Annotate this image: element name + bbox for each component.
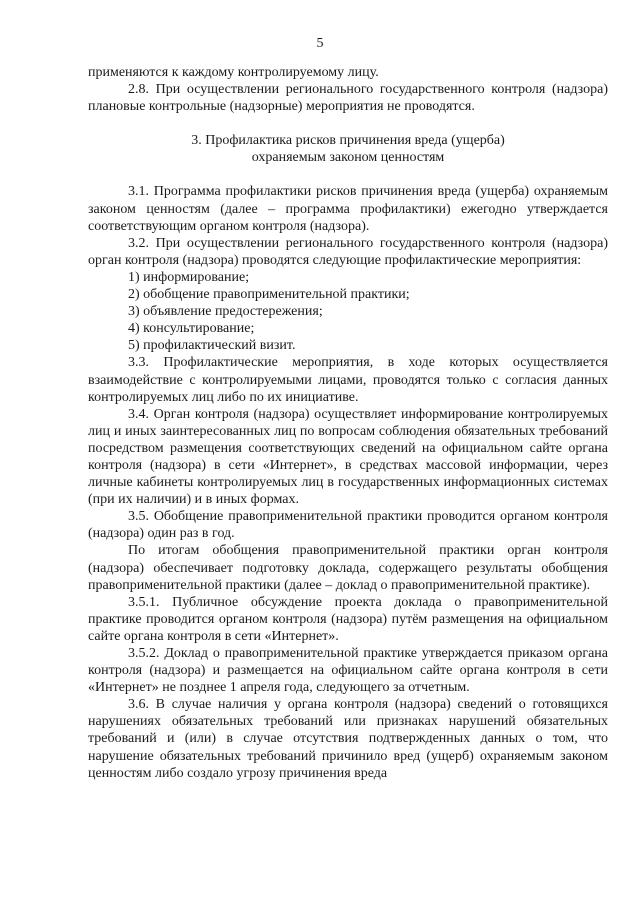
- paragraph-2-8: 2.8. При осуществлении регионального государственного контроля (надзора) плановые контрольные (надзорные) мероприятия не проводятся.: [88, 82, 608, 115]
- page-number: 5: [316, 36, 324, 51]
- paragraph-3-5-1: 3.5.1. Публичное обсуждение проекта доклада о правоприменительной практике проводится органом контроля (надзора) путём размещения на официальном сайте органа контроля в сети «Интернет».: [88, 594, 608, 644]
- paragraph-3-3: 3.3. Профилактические мероприятия, в ходе которых осуществляется взаимодействие с контролируемыми лицами, проводятся только с согласия данных контролируемых лиц либо по их инициативе.: [88, 355, 608, 405]
- paragraph-continuation: применяются к каждому контролируемому лицу.: [88, 65, 379, 80]
- list-item: 2) обобщение правоприменительной практики;: [128, 287, 410, 303]
- section-heading-line-1: 3. Профилактика рисков причинения вреда (ущерба): [191, 133, 505, 149]
- list-item: 4) консультирование;: [128, 321, 255, 337]
- paragraph-3-1: 3.1. Программа профилактики рисков причинения вреда (ущерба) охраняемым законом ценностям (далее – программа профилактики) ежегодно утверждается соответствующим органом контроля (надзора).: [88, 184, 608, 234]
- section-heading: [88, 132, 608, 166]
- paragraph-3-6: 3.6. В случае наличия у органа контроля (надзора) сведений о готовящихся нарушениях обязательных требований или признаках нарушений обязательных требований и (или) в случае отсутствия подтвержденных данных о том, что нарушение обязательных требований причинило вред (ущерб) охраняемым законом ценностям либо создало угрозу причинения вреда: [88, 697, 608, 781]
- paragraph-3-5-2: 3.5.2. Доклад о правоприменительной практике утверждается приказом органа контроля (надзора) и размещается на официальном сайте органа контроля в сети «Интернет» не позднее 1 апреля года, следующего за отчетным.: [88, 646, 608, 696]
- paragraph-3-4: 3.4. Орган контроля (надзора) осуществляет информирование контролируемых лиц и иных заинтересованных лиц по вопросам соблюдения обязательных требований посредством размещения соответствующих сведений на официальном сайте органа контроля (надзора) в сети «Интернет», в средствах массовой информации, через личные кабинеты контролируемых лиц в государственных информационных системах (при их наличии) и в иных формах.: [88, 406, 608, 508]
- paragraph-3-5: 3.5. Обобщение правоприменительной практики проводится органом контроля (надзора) один раз в год.: [88, 509, 608, 542]
- list-item: 5) профилактический визит.: [128, 338, 296, 354]
- section-heading-line-2: охраняемым законом ценностям: [251, 150, 445, 166]
- paragraph-3-2: 3.2. При осуществлении регионального государственного контроля (надзора) орган контроля (надзора) проводятся следующие профилактические мероприятия:: [88, 235, 608, 268]
- paragraph-3-5-results: По итогам обобщения правоприменительной практики орган контроля (надзора) обеспечивает подготовку доклада, содержащего результаты обобщения правоприменительной практики (далее – доклад о правоприменительной практике).: [88, 543, 608, 593]
- document-body: [88, 64, 608, 782]
- list-item: 1) информирование;: [128, 269, 250, 285]
- list-item: 3) объявление предостережения;: [128, 304, 323, 320]
